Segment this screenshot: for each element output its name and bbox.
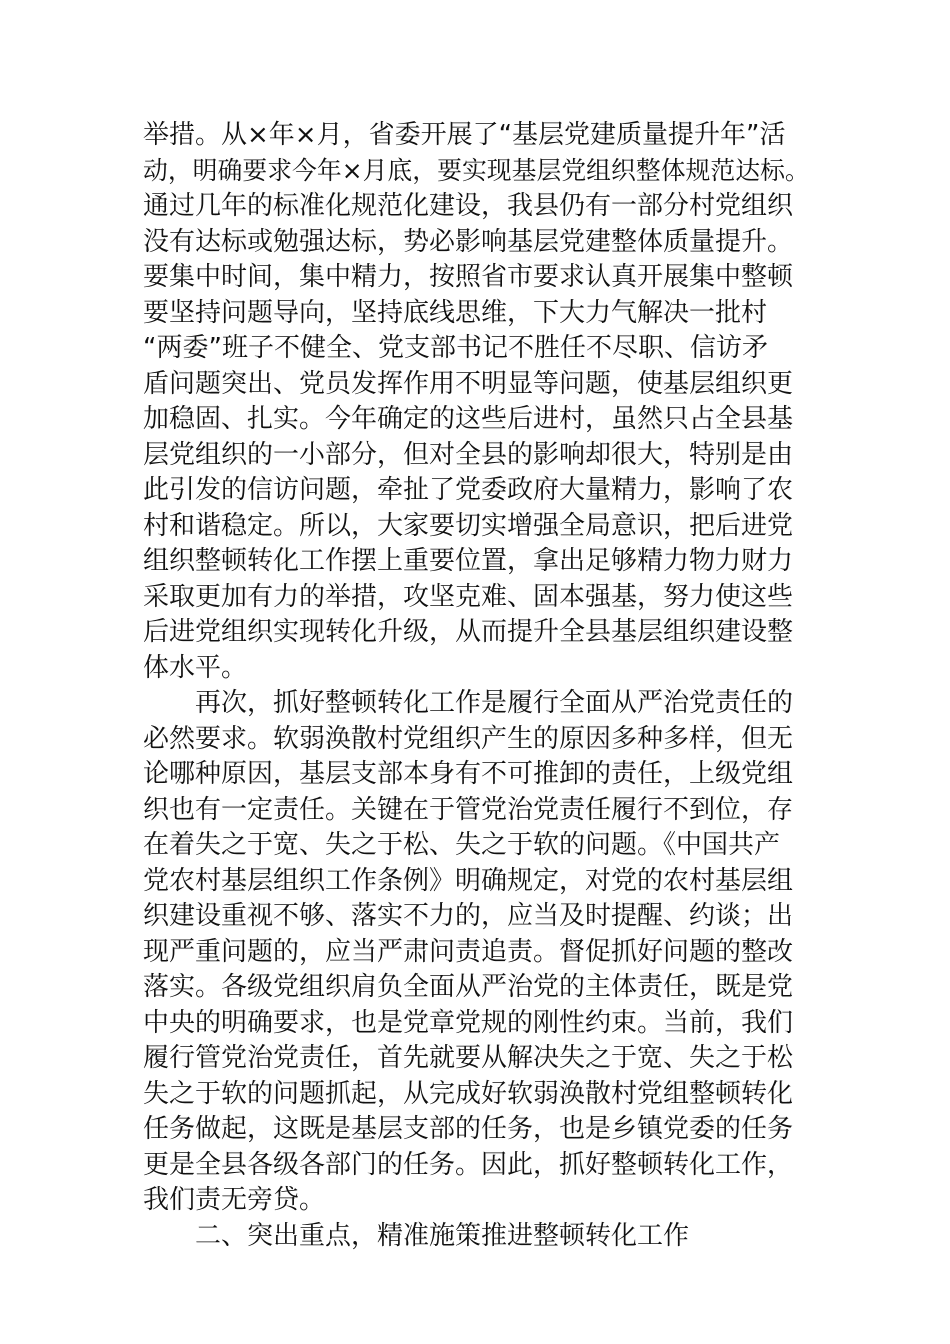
body-text-line: 织建设重视不够、落实不力的，应当及时提醒、约谈；出 xyxy=(143,901,794,931)
body-text-line: 中央的明确要求，也是党章党规的刚性约束。当前，我们 xyxy=(143,1008,794,1038)
body-text-line: 要坚持问题导向，坚持底线思维，下大力气解决一批村 xyxy=(143,298,768,328)
body-text-line: 失之于软的问题抓起，从完成好软弱涣散村党组整顿转化 xyxy=(143,1079,794,1109)
body-text-line: 论哪种原因，基层支部本身有不可推卸的责任，上级党组 xyxy=(143,759,794,789)
body-text-line: 举措。从×年×月，省委开展了“基层党建质量提升年”活 xyxy=(143,120,786,150)
body-text-line: 加稳固、扎实。今年确定的这些后进村，虽然只占全县基 xyxy=(143,404,794,434)
body-text-line: “两委”班子不健全、党支部书记不胜任不尽职、信访矛 xyxy=(143,333,768,363)
body-text-line: 我们责无旁贷。 xyxy=(143,1185,326,1215)
body-text-line: 现严重问题的，应当严肃问责追责。督促抓好问题的整改 xyxy=(143,937,794,967)
body-text-line: 在着失之于宽、失之于松、失之于软的问题。《中国共产 xyxy=(143,830,781,860)
body-text-line: 党农村基层组织工作条例》明确规定，对党的农村基层组 xyxy=(143,866,794,896)
section-heading: 二、突出重点，精准施策推进整顿转化工作 xyxy=(195,1221,690,1251)
body-text-line: 任务做起，这既是基层支部的任务，也是乡镇党委的任务 xyxy=(143,1114,794,1144)
body-text-line: 层党组织的一小部分，但对全县的影响却很大，特别是由 xyxy=(143,440,794,470)
body-text-line: 后进党组织实现转化升级，从而提升全县基层组织建设整 xyxy=(143,617,794,647)
body-text-line: 此引发的信访问题，牵扯了党委政府大量精力，影响了农 xyxy=(143,475,794,505)
body-text-line: 织也有一定责任。关键在于管党治党责任履行不到位，存 xyxy=(143,795,794,825)
body-text-line: 更是全县各级各部门的任务。因此，抓好整顿转化工作， xyxy=(143,1150,794,1180)
body-text-line: 体水平。 xyxy=(143,653,248,683)
body-text-line: 要集中时间，集中精力，按照省市要求认真开展集中整顿 xyxy=(143,262,794,292)
body-text-line: 落实。各级党组织肩负全面从严治党的主体责任，既是党 xyxy=(143,972,794,1002)
body-text-line: 通过几年的标准化规范化建设，我县仍有一部分村党组织 xyxy=(143,191,794,221)
body-text-line: 履行管党治党责任，首先就要从解决失之于宽、失之于松 xyxy=(143,1043,794,1073)
body-text-line: 组织整顿转化工作摆上重要位置，拿出足够精力物力财力 xyxy=(143,546,794,576)
body-text-line: 采取更加有力的举措，攻坚克难、固本强基，努力使这些 xyxy=(143,582,794,612)
body-text-line: 盾问题突出、党员发挥作用不明显等问题，使基层组织更 xyxy=(143,369,794,399)
body-text-line: 村和谐稳定。所以，大家要切实增强全局意识，把后进党 xyxy=(143,511,794,541)
body-text-line: 必然要求。软弱涣散村党组织产生的原因多种多样，但无 xyxy=(143,724,794,754)
paragraph-first-line: 再次，抓好整顿转化工作是履行全面从严治党责任的 xyxy=(195,688,794,718)
body-text-line: 动，明确要求今年×月底，要实现基层党组织整体规范达标。 xyxy=(143,156,810,185)
body-text-line: 没有达标或勉强达标，势必影响基层党建整体质量提升。 xyxy=(143,227,794,257)
